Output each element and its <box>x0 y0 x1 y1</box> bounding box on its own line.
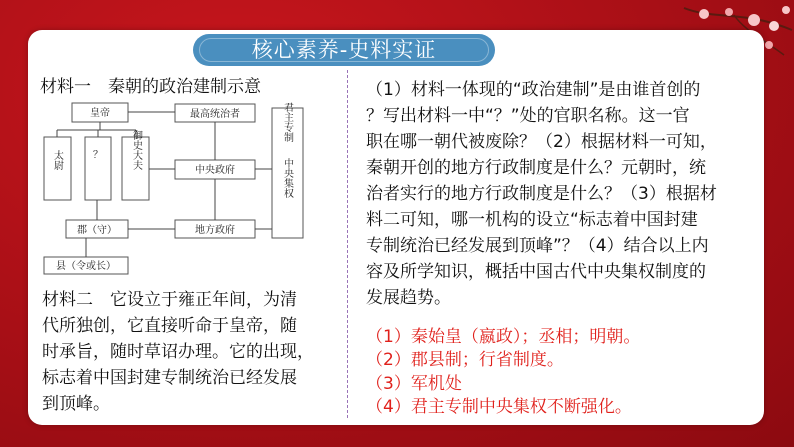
material2-line: 代所独创，它直接听命于皇帝，随 <box>42 316 297 336</box>
label-centralization: 中央集权 <box>281 158 293 198</box>
answer-item: （1）秦始皇（嬴政）；丞相；明朝。 <box>366 327 641 347</box>
label-autocracy: 君主专制 <box>281 102 293 142</box>
material1-heading: 材料一 秦朝的政治建制示意 <box>40 77 261 97</box>
question-line: 秦朝开创的地方行政制度是什么？元朝时，统 <box>366 158 706 178</box>
question-line: 容及所学知识，概括中国古代中央集权制度的 <box>366 262 706 282</box>
question-line: 专制统治已经发展到顶峰”？（4）结合以上内 <box>366 236 709 256</box>
label-taiwei: 太尉 <box>51 150 63 170</box>
label-yushi: 御史大夫 <box>130 130 142 170</box>
material2-line: 到顶峰。 <box>42 394 110 414</box>
label-unknown: ？ <box>93 150 103 161</box>
label-county: 县（令或长） <box>56 261 116 272</box>
label-top-ruler: 最高统治者 <box>190 109 240 120</box>
box-county <box>44 257 128 274</box>
box-local-gov <box>175 220 255 238</box>
box-emperor <box>72 103 128 122</box>
box-central-gov <box>175 160 255 179</box>
column-divider <box>347 70 348 418</box>
material2-line: 时承旨，随时草诏办理。它的出现， <box>42 342 314 362</box>
material2-line: 标志着中国封建专制统治已经发展 <box>42 368 297 388</box>
question-line: 料二可知，哪一机构的设立“标志着中国封建 <box>366 210 698 230</box>
qin-political-system-diagram <box>35 100 335 278</box>
label-emperor: 皇帝 <box>90 108 110 119</box>
answer-item: （4）君主专制中央集权不断强化。 <box>366 396 632 417</box>
label-local-gov: 地方政府 <box>195 225 235 236</box>
material2-line: 材料二 它设立于雍正年间，为清 <box>42 290 297 310</box>
question-text <box>366 77 758 311</box>
page-title: 核心素养-史料实证 <box>193 34 495 66</box>
question-line: （1）材料一体现的“政治建制”是由谁首创的 <box>366 80 701 100</box>
label-commandery: 郡（守） <box>77 225 117 236</box>
answer-item: （3）军机处 <box>366 373 462 394</box>
question-line: 职在哪一朝代被废除？（2）根据材料一可知， <box>366 132 717 152</box>
label-central-gov: 中央政府 <box>195 165 235 176</box>
box-autocracy-centralization <box>272 102 303 238</box>
box-top-ruler <box>175 104 255 122</box>
question-line: 治者实行的地方行政制度是什么？（3）根据材 <box>366 184 717 204</box>
box-taiwei <box>44 137 71 200</box>
material2-text <box>42 287 340 417</box>
box-yushi <box>122 130 149 200</box>
answer-list <box>366 326 758 419</box>
question-line: 发展趋势。 <box>366 288 451 308</box>
box-unknown <box>85 137 111 200</box>
answer-item: （2）郡县制；行省制度。 <box>366 350 564 371</box>
box-commandery <box>66 220 128 238</box>
question-line: ？写出材料一中“？”处的官职名称。这一官 <box>366 106 690 126</box>
